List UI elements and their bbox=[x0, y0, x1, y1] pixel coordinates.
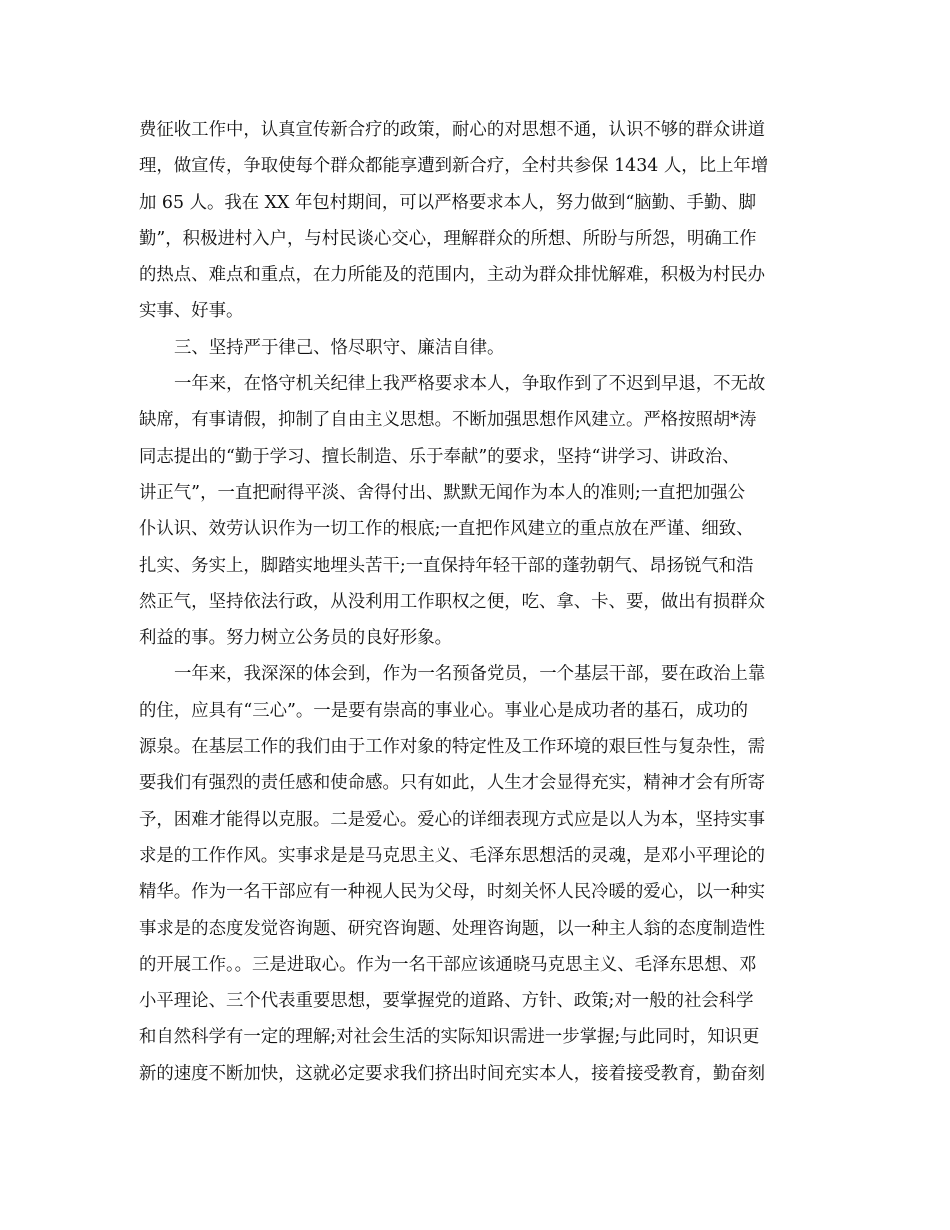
text-line: 的开展工作。。三是进取心。作为一名干部应该通晓马克思主义、毛泽东思想、邓 bbox=[139, 954, 757, 975]
text-line: 事求是的态度发觉咨询题、研究咨询题、处理咨询题，以一种主人翁的态度制造性 bbox=[139, 918, 766, 939]
text-line: 三、坚持严于律己、恪尽职守、廉洁自律。 bbox=[174, 337, 505, 358]
text-line: 予，困难才能得以克服。二是爱心。爱心的详细表现方式应是以人为本，坚持实事 bbox=[139, 809, 766, 830]
text-line: 一年来，在恪守机关纪律上我严格要求本人，争取作到了不迟到早退，不无故 bbox=[174, 374, 766, 395]
text-line: 的住，应具有“三心”。一是要有崇高的事业心。事业心是成功者的基石，成功的 bbox=[139, 700, 749, 721]
text-line: 精华。作为一名干部应有一种视人民为父母，时刻关怀人民冷暖的爱心，以一种实 bbox=[139, 882, 766, 903]
text-line: 利益的事。努力树立公务员的良好形象。 bbox=[139, 628, 453, 649]
text-line: 费征收工作中，认真宣传新合疗的政策，耐心的对思想不通，认识不够的群众讲道 bbox=[139, 120, 766, 140]
text-line: 加 65 人。我在 XX 年包村期间，可以严格要求本人，努力做到“脑勤、手勤、脚 bbox=[139, 192, 757, 213]
text-line: 小平理论、三个代表重要思想，要掌握党的道路、方针、政策;对一般的社会科学 bbox=[139, 991, 754, 1012]
text-line: 和自然科学有一定的理解;对社会生活的实际知识需进一步掌握;与此同时，知识更 bbox=[139, 1027, 760, 1048]
text-line: 然正气，坚持依法行政，从没利用工作职权之便，吃、拿、卡、要，做出有损群众 bbox=[139, 591, 766, 612]
text-line: 源泉。在基层工作的我们由于工作对象的特定性及工作环境的艰巨性与复杂性，需 bbox=[139, 737, 766, 758]
text-line: 缺席，有事请假，抑制了自由主义思想。不断加强思想作风建立。严格按照胡*涛 bbox=[139, 410, 757, 431]
text-line: 要我们有强烈的责任感和使命感。只有如此，人生才会显得充实，精神才会有所寄 bbox=[139, 773, 766, 794]
text-line: 理，做宣传，争取使每个群众都能享遭到新合疗，全村共参保 1434 人，比上年增 bbox=[139, 156, 769, 177]
text-line: 扎实、务实上，脚踏实地埋头苦干;一直保持年轻干部的蓬勃朝气、昂扬锐气和浩 bbox=[139, 555, 754, 576]
text-line: 讲正气”，一直把耐得平淡、舍得付出、默默无闻作为本人的准则;一直把加强公 bbox=[139, 482, 746, 503]
text-line: 新的速度不断加快，这就必定要求我们挤出时间充实本人，接着接受教育，勤奋刻 bbox=[139, 1063, 766, 1084]
text-line: 勤”，积极进村入户，与村民谈心交心，理解群众的所想、所盼与所怨，明确工作 bbox=[139, 228, 757, 249]
body-text bbox=[139, 112, 814, 1092]
text-line: 同志提出的“勤于学习、擅长制造、乐于奉献”的要求，坚持“讲学习、讲政治、 bbox=[139, 446, 740, 467]
text-line: 的热点、难点和重点，在力所能及的范围内，主动为群众排忧解难，积极为村民办 bbox=[139, 265, 766, 286]
text-line: 实事、好事。 bbox=[139, 301, 244, 322]
text-line: 求是的工作作风。实事求是是马克思主义、毛泽东思想活的灵魂，是邓小平理论的 bbox=[139, 845, 766, 866]
text-line: 仆认识、效劳认识作为一切工作的根底;一直把作风建立的重点放在严谨、细致、 bbox=[139, 519, 754, 540]
text-line: 一年来，我深深的体会到，作为一名预备党员，一个基层干部，要在政治上靠 bbox=[174, 664, 766, 685]
